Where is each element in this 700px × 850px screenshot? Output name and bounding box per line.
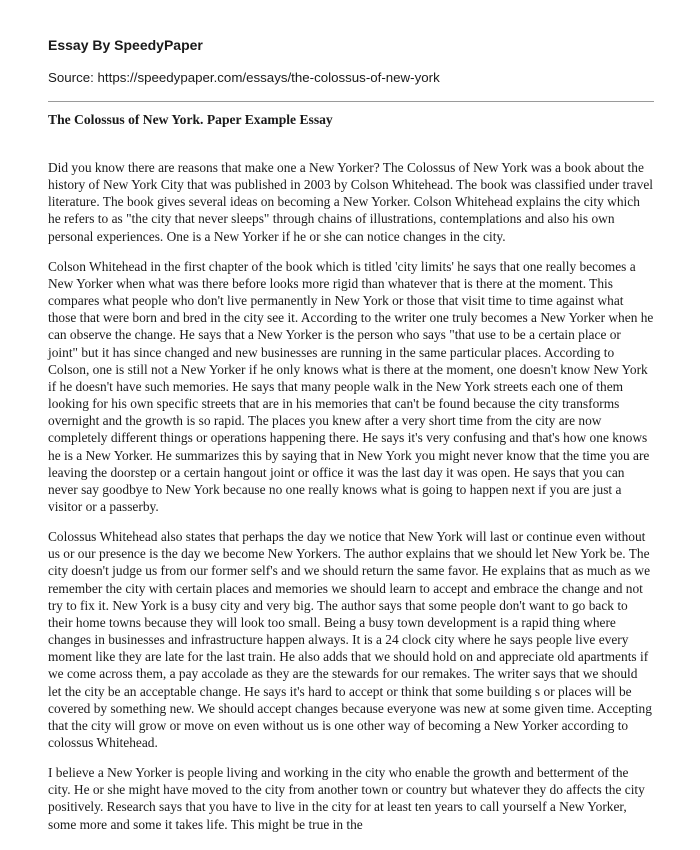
- source-label: Source:: [48, 70, 94, 85]
- source-url: https://speedypaper.com/essays/the-colossus-of-new-york: [97, 70, 440, 85]
- source-line: [48, 69, 654, 87]
- paragraph: Did you know there are reasons that make one a New Yorker? The Colossus of New York was a book about the history of New York City that was published in 2003 by Colson Whitehead. The book was classified under travel literature. The book gives several ideas on becoming a New Yorker. Colson Whitehead explains the city which he refers to as "the city that never sleeps" through chains of illustrations, contemplations and also his own personal experiences. One is a New Yorker if he or she can notice changes in the city.: [48, 160, 653, 244]
- essay-title: The Colossus of New York. Paper Example Essay: [48, 112, 333, 127]
- document-page: [48, 36, 654, 846]
- paragraph: I believe a New Yorker is people living and working in the city who enable the growth and betterment of the city. He or she might have moved to the city from another town or country but whatever they do affects the city positively. Research says that you have to live in the city for at least ten years to call yourself a New Yorker, some more and some it takes life. This might be true in the: [48, 765, 645, 832]
- essay-body: [48, 159, 654, 833]
- header-divider: [48, 101, 654, 102]
- site-title: Essay By SpeedyPaper: [48, 37, 203, 53]
- paragraph: Colson Whitehead in the first chapter of the book which is titled 'city limits' he says that one really becomes a New Yorker when what was there before looks more rigid than whatever that is there at the moment. This compares what people who don't live permanently in New York or those that visit time to time against what those that were born and bred in the city see it. According to the writer one truly becomes a New Yorker when he can observe the change. He says that a New Yorker is the person who says "that use to be a certain place or joint" but it has since changed and new businesses are running in the same particular places. According to Colson, one is still not a New Yorker if he only knows what is there at the moment, one doesn't know New York if he doesn't have such memories. He says that many people walk in the New York streets each one of them looking for his own specific streets that are in his memories that can't be found because the city transforms overnight and the growth is so rapid. The places you knew after a very short time from the city are now completely different things or operations happening there. He says it's very confusing and that's how one knows he is a New Yorker. He summarizes this by saying that in New York you might never know that the time you are leaving the doorstep or a certain hangout joint or office it was the last day it was open. He says that you can never say goodbye to New York because no one really knows what is going to happen next if you are just a visitor or a passerby.: [48, 258, 654, 514]
- paragraph: Colossus Whitehead also states that perhaps the day we notice that New York will last or continue even without us or our presence is the day we become New Yorkers. The author explains that we should let New York be. The city doesn't judge us from our former self's and we should return the same favor. He explains that as much as we remember the city with certain places and memories we should learn to accept and embrace the change and not try to fix it. New York is a busy city and very big. The author says that some people don't want to go back to their home towns because they will look too small. Being a busy town development is a rapid thing where changes in businesses and infrastructure happen always. It is a 24 clock city where he says people live every moment like they are late for the last train. He also adds that we should hold on and appreciate old apartments if we come across them, a pay accolade as they are the stewards for our remakes. The writer says that we should let the city be an acceptable change. He says it's hard to accept or think that some building s or places will be covered by something new. We should accept changes because everyone was new at some given time. Accepting that the city will grow or move on even without us is one other way of becoming a New Yorker according to colossus Whitehead.: [48, 529, 652, 750]
